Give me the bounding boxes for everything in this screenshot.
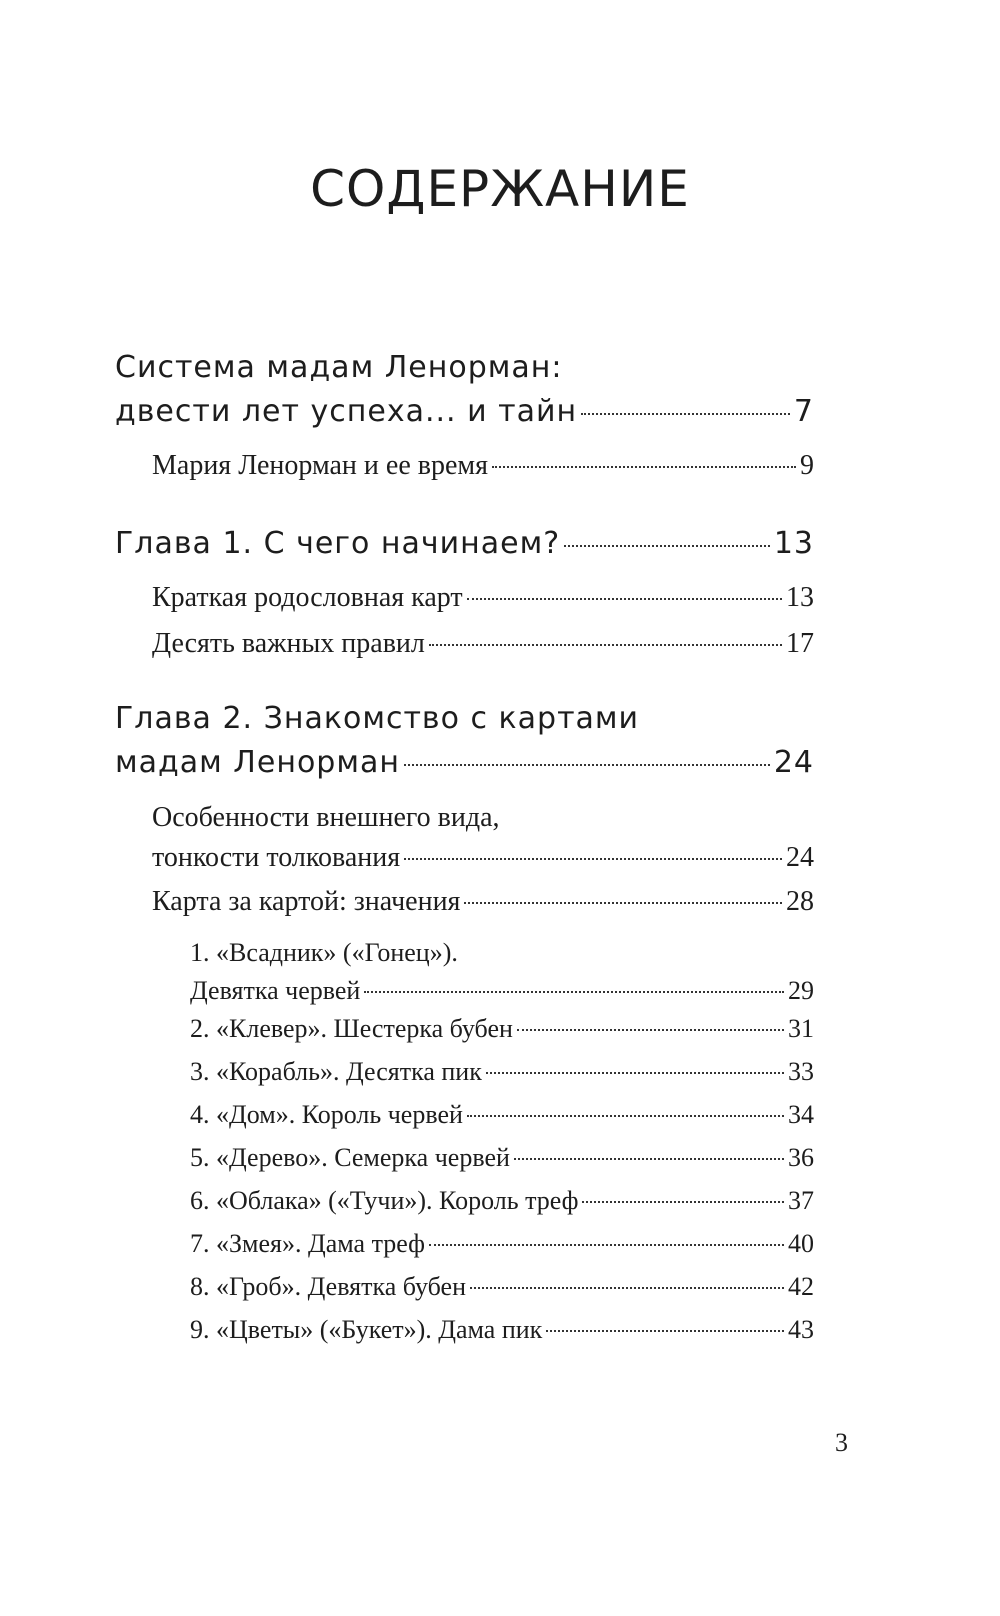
toc-page-number: 33: [788, 1057, 814, 1086]
toc-page-number: 34: [788, 1100, 814, 1129]
toc-entry-title: 9. «Цветы» («Букет»). Дама пик: [190, 1315, 543, 1344]
toc-entry-title: Глава 1. С чего начинаем?: [115, 526, 561, 561]
leader-dots: [404, 764, 770, 766]
toc-entry-title: двести лет успеха... и тайн: [115, 394, 578, 429]
toc-entry[interactable]: [152, 624, 814, 664]
toc-entry[interactable]: [152, 578, 814, 618]
toc-entry-title: Мария Ленорман и ее время: [152, 450, 488, 481]
toc-entry-title: Девятка червей: [190, 976, 361, 1005]
leader-dots: [467, 598, 782, 600]
toc-page-number: 17: [786, 628, 814, 659]
toc-page-number: 42: [788, 1272, 814, 1301]
toc-entry-title: 8. «Гроб». Девятка бубен: [190, 1272, 466, 1301]
toc-entry-title-line: 1. «Всадник» («Гонец»).: [190, 938, 458, 967]
leader-dots: [546, 1330, 784, 1332]
leader-dots: [486, 1072, 784, 1074]
toc-entry[interactable]: [190, 1096, 814, 1134]
toc-entry-title: тонкости толкования: [152, 842, 401, 873]
toc-entry[interactable]: [190, 1268, 814, 1306]
toc-page-number: 13: [786, 582, 814, 613]
toc-page-number: 24: [786, 842, 814, 873]
toc-page-number: 36: [788, 1143, 814, 1172]
toc-entry[interactable]: [190, 1139, 814, 1177]
toc-entry[interactable]: [152, 798, 814, 878]
toc-page-number: 13: [773, 526, 814, 561]
toc-entry[interactable]: [152, 882, 814, 922]
toc-page-number: 40: [788, 1229, 814, 1258]
toc-entry[interactable]: [190, 1182, 814, 1220]
toc-entry[interactable]: [190, 934, 814, 1010]
toc-entry[interactable]: [190, 1225, 814, 1263]
toc-entry-title: 7. «Змея». Дама треф: [190, 1229, 425, 1258]
toc-page-number: 7: [793, 394, 814, 429]
leader-dots: [470, 1287, 784, 1289]
toc-entry[interactable]: [115, 522, 814, 566]
toc-entry[interactable]: [115, 697, 814, 785]
toc-entry[interactable]: [152, 446, 814, 486]
leader-dots: [514, 1158, 784, 1160]
leader-dots: [464, 902, 782, 904]
toc-entry-title-line: Особенности внешнего вида,: [152, 802, 500, 833]
toc-page-number: 43: [788, 1315, 814, 1344]
toc-page-number: 31: [788, 1014, 814, 1043]
toc-entry-title-line: Система мадам Ленорман:: [115, 350, 563, 385]
page-title: СОДЕРЖАНИЕ: [310, 160, 690, 218]
leader-dots: [564, 545, 770, 547]
toc-entry[interactable]: [115, 346, 814, 434]
toc-entry-title: 4. «Дом». Король червей: [190, 1100, 463, 1129]
leader-dots: [582, 1201, 784, 1203]
toc-entry-title: 5. «Дерево». Семерка червей: [190, 1143, 510, 1172]
leader-dots: [492, 466, 796, 468]
toc-entry-title: Краткая родословная карт: [152, 582, 463, 613]
toc-page-number: 24: [773, 745, 814, 780]
toc-page-number: 9: [800, 450, 814, 481]
toc-entry-title: Десять важных правил: [152, 628, 425, 659]
leader-dots: [364, 991, 784, 993]
toc-entry-title: мадам Ленорман: [115, 745, 400, 780]
leader-dots: [429, 1244, 784, 1246]
page-number: 3: [835, 1428, 848, 1457]
toc-entry[interactable]: [190, 1053, 814, 1091]
toc-page-number: 28: [786, 886, 814, 917]
toc-entry-title: 2. «Клевер». Шестерка бубен: [190, 1014, 513, 1043]
leader-dots: [581, 413, 790, 415]
toc-entry-title: 6. «Облака» («Тучи»). Король треф: [190, 1186, 579, 1215]
toc-page-number: 29: [788, 976, 814, 1005]
leader-dots: [429, 644, 782, 646]
toc-entry[interactable]: [190, 1311, 814, 1349]
toc-entry-title: 3. «Корабль». Десятка пик: [190, 1057, 482, 1086]
leader-dots: [404, 858, 782, 860]
toc-entry-title-line: Глава 2. Знакомство с картами: [115, 701, 640, 736]
toc-page-number: 37: [788, 1186, 814, 1215]
leader-dots: [517, 1029, 784, 1031]
toc-entry[interactable]: [190, 1010, 814, 1048]
leader-dots: [467, 1115, 784, 1117]
toc-entry-title: Карта за картой: значения: [152, 886, 461, 917]
